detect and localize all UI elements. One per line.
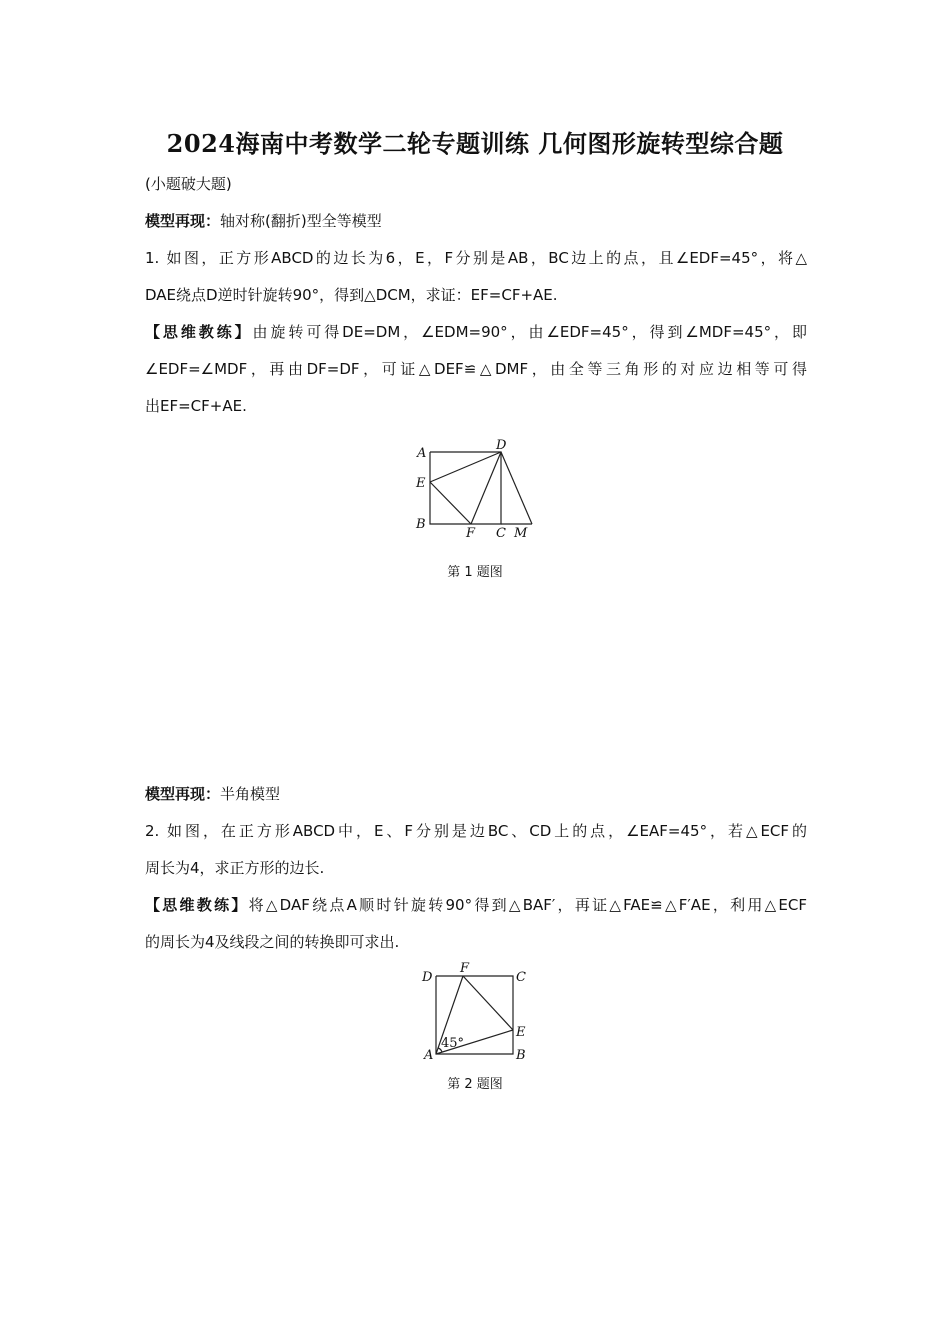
problem2-line2: 周长为4，求正方形的边长. (145, 859, 325, 877)
fig2-label-e: E (516, 1025, 526, 1040)
hint1-line2: ∠EDF=∠MDF，再由DF=DF，可证△DEF≌△DMF，由全等三角形的对应边相等可得 (145, 360, 807, 378)
hint1-text1: 由旋转可得DE=DM，∠EDM=90°，由∠EDF=45°，得到∠MDF=45°，即 (252, 323, 807, 341)
fig2-angle-label: 45° (441, 1036, 465, 1051)
hint1-label: 【思维教练】 (145, 323, 253, 341)
hint1-line3: 出EF=CF+AE. (145, 397, 247, 415)
section1-heading-label: 模型再现： (145, 212, 221, 230)
fig1-label-f: F (466, 526, 476, 541)
hint2-text1: 将△DAF绕点A顺时针旋转90°得到△BAF′，再证△FAE≌△F′AE，利用△ECF (248, 896, 807, 914)
fig1-label-d: D (496, 438, 507, 453)
document-title: 2024海南中考数学二轮专题训练 几何图形旋转型综合题 (166, 129, 784, 158)
hint2-line2: 的周长为4及线段之间的转换即可求出. (145, 933, 400, 951)
section1-heading-text: 轴对称(翻折)型全等模型 (220, 212, 382, 230)
fig2-label-d: D (422, 970, 433, 985)
fig2-label-a: A (424, 1048, 434, 1063)
problem1-line2: DAE绕点D逆时针旋转90°，得到△DCM，求证：EF=CF+AE. (145, 286, 558, 304)
fig1-label-b: B (416, 517, 426, 532)
fig1-label-e: E (416, 476, 426, 491)
document-subtitle: (小题破大题) (145, 175, 232, 193)
fig1-label-m: M (514, 526, 528, 541)
fig2-label-f: F (460, 961, 470, 976)
fig1-label-a: A (417, 446, 427, 461)
section2-heading-label: 模型再现： (145, 785, 221, 803)
fig2-label-b: B (516, 1048, 526, 1063)
fig1-label-c: C (496, 526, 506, 541)
problem1-line1: 1. 如图，正方形ABCD的边长为6，E，F分别是AB，BC边上的点，且∠EDF=45°，将△ (145, 249, 807, 267)
figure1-caption: 第 1 题图 (447, 565, 503, 580)
hint2-label: 【思维教练】 (145, 896, 249, 914)
problem2-line1: 2. 如图，在正方形ABCD中，E、F分别是边BC、CD上的点，∠EAF=45°，若△ECF的 (145, 822, 807, 840)
fig2-label-c: C (516, 970, 526, 985)
section2-heading-text: 半角模型 (220, 785, 281, 803)
figure2-caption: 第 2 题图 (447, 1077, 503, 1092)
